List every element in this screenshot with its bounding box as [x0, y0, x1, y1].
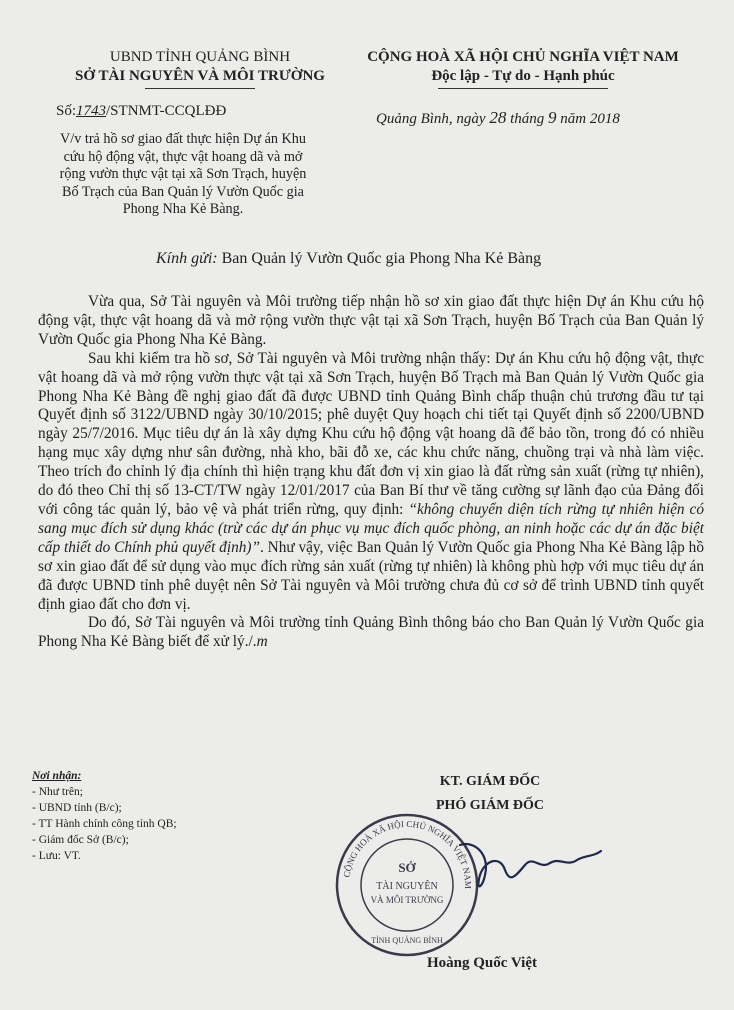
date-day: 28	[489, 108, 507, 127]
document-number	[56, 103, 226, 120]
distribution-item: - UBND tỉnh (B/c);	[32, 802, 122, 814]
date-place: Quảng Bình, ngày	[376, 111, 486, 127]
addressee-name: Ban Quản lý Vườn Quốc gia Phong Nha Kẻ Bàng	[221, 250, 542, 267]
signature-line-2: PHÓ GIÁM ĐỐC	[435, 798, 545, 813]
body-paragraph-1: Vừa qua, Sở Tài nguyên và Môi trường tiếp nhận hồ sơ xin giao đất thực hiện Dự án Khu cứu hộ động vật, thực vật hoang dã và mở rộng vườn thực vật tại xã Sơn Trạch, huyện Bố Trạch của Ban Quản lý Vườn Quốc gia Phong Nha Kẻ Bàng.	[38, 293, 704, 348]
distribution-item: - Giám đốc Sở (B/c);	[32, 834, 129, 846]
distribution-items	[32, 784, 177, 864]
body-paragraph-2	[38, 350, 704, 615]
handwritten-mark: m	[256, 633, 268, 651]
addressee-label: Kính gửi:	[156, 250, 218, 267]
date-month-label: tháng	[510, 111, 545, 127]
body-paragraph-3-text: Do đó, Sở Tài nguyên và Môi trường tỉnh Quảng Bình thông báo cho Ban Quản lý Vườn Quốc gia Phong Nha Kẻ Bàng biết để xử lý./.	[38, 614, 704, 651]
distribution-item: - Lưu: VT.	[32, 850, 81, 862]
stamp-ring-text: CỘNG HOÀ XÃ HỘI CHỦ NGHĨA VIỆT NAM	[341, 818, 474, 889]
national-header	[348, 48, 698, 89]
national-motto: Độc lập - Tự do - Hạnh phúc	[431, 68, 615, 84]
body-paragraph-2-cont: . Như vậy, việc Ban Quản lý Vườn Quốc gia Phong Nha Kẻ Bàng lập hồ sơ xin giao đất để sử dụng vào mục đích rừng sản xuất (rừng tự nhiên) là không phù hợp với mục tiêu dự án đã được UBND tỉnh phê duyệt nên Sở Tài nguyên và Môi trường chưa đủ cơ sở để trình UBND tỉnh quyết định giao đất cho đơn vị.	[38, 538, 704, 613]
distribution-item: - TT Hành chính công tỉnh QB;	[32, 818, 177, 830]
distribution-title: Nơi nhận:	[32, 770, 82, 782]
stamp-center-line-3: VÀ MÔI TRƯỜNG	[370, 895, 444, 905]
signer-name: Hoàng Quốc Việt	[427, 955, 538, 971]
agency-underline	[145, 88, 255, 89]
signature-line-1: KT. GIÁM ĐỐC	[439, 774, 541, 789]
distribution-item: - Như trên;	[32, 786, 83, 798]
document-number-prefix: Số:	[56, 103, 77, 119]
motto-underline	[438, 88, 608, 89]
document-subject: V/v trả hồ sơ giao đất thực hiện Dự án Khu cứu hộ động vật, thực vật hoang dã và mở rộng vườn thực vật tại xã Sơn Trạch, huyện Bố Trạch của Ban Quản lý Vườn Quốc gia Phong Nha Kẻ Bàng.	[59, 131, 307, 217]
agency-parent: UBND TỈNH QUẢNG BÌNH	[109, 49, 291, 65]
issuing-agency	[70, 48, 330, 89]
addressee	[156, 250, 541, 268]
stamp-center-line-1: SỞ	[398, 860, 416, 875]
document-number-value: 1743	[76, 103, 107, 119]
handwritten-signature	[455, 815, 605, 905]
stamp-center-line-2: TÀI NGUYÊN	[376, 881, 438, 892]
body-paragraph-2-text: Sau khi kiểm tra hồ sơ, Sở Tài nguyên và Môi trường nhận thấy: Dự án Khu cứu hộ động vật, thực vật hoang dã và mở rộng vườn thực vật tại xã Sơn Trạch, huyện Bố Trạch mà Ban Quản lý Vườn Quốc gia Phong Nha Kẻ Bàng đề nghị giao đất đã được UBND tỉnh Quảng Bình chấp thuận chủ trương đầu tư tại Quyết định số 3122/UBND ngày 30/10/2015; phê duyệt Quy hoạch chi tiết tại Quyết định số 2200/UBND ngày 25/7/2016. Mục tiêu dự án là xây dựng Khu cứu hộ động vật hoang dã để bảo tồn, trong đó có nhiều hạng mục xây dựng như sân đường, nhà kho, bãi đỗ xe, các khu chức năng, chuồng trại và nhà làm việc. Theo trích đo chỉnh lý địa chính thì hiện trạng khu đất đơn vị xin giao là đất rừng sản xuất (rừng tự nhiên), do đó theo Chỉ thị số 13-CT/TW ngày 12/01/2017 của Ban Bí thư về tăng cường sự lãnh đạo của Đảng đối với công tác quản lý, bảo vệ và phát triển rừng, quy định:	[38, 349, 704, 518]
agency-name: SỞ TÀI NGUYÊN VÀ MÔI TRƯỜNG	[75, 68, 325, 84]
directive-quote: “không chuyển diện tích rừng tự nhiên hiện có sang mục đích sử dụng khác (trừ các dự án phục vụ mục đích quốc phòng, an ninh hoặc các dự án đặc biệt cấp thiết do Chính phủ quyết định)”	[38, 500, 704, 556]
document-number-suffix: /STNMT-CCQLĐĐ	[106, 103, 227, 119]
distribution-list	[32, 768, 177, 864]
body-paragraph-3	[38, 614, 704, 652]
date-month: 9	[548, 108, 557, 127]
date-year: năm 2018	[560, 111, 620, 127]
signature-stroke	[460, 844, 601, 886]
document-date	[376, 108, 620, 128]
stamp-bottom-text: TỈNH QUẢNG BÌNH	[371, 936, 443, 945]
nation-name: CỘNG HOÀ XÃ HỘI CHỦ NGHĨA VIỆT NAM	[367, 49, 679, 65]
document-body	[38, 293, 704, 652]
